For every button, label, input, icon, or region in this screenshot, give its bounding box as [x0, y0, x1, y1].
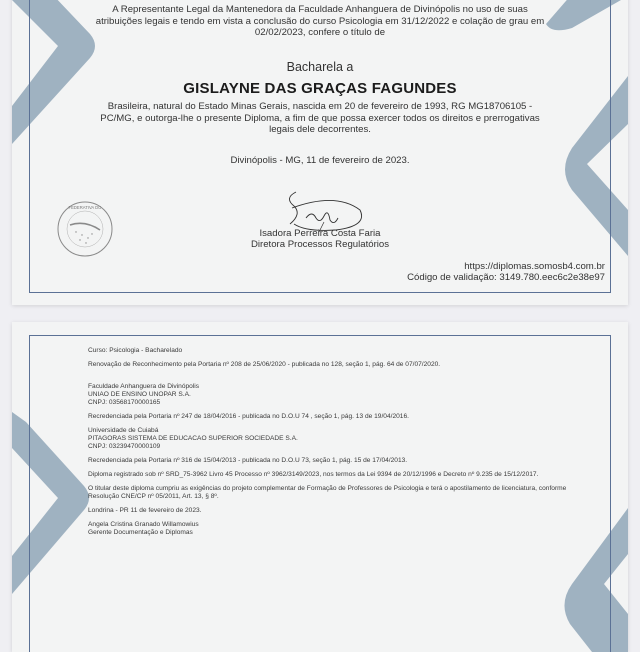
graduate-description: Brasileira, natural do Estado Minas Gerais, nascida em 20 de fevereiro de 1993, RG MG18706105 - PC/MG, e outorga-lhe o presente Diploma, a fim de que possa exercer todos os direitos e prerrogativas legais dele decorrentes.: [100, 101, 540, 135]
signatory-role: Gerente Documentação e Diplomas: [88, 529, 193, 536]
validation-code: Código de validação: 3149.780.eec6c2e38e97: [407, 272, 605, 283]
course-name: Curso: Psicologia - Bacharelado: [88, 347, 183, 354]
course-recognition: Renovação de Reconhecimento pela Portaria nº 208 de 25/06/2020 - publicada no 128, seção 1, pág. 64 de 07/07/2020.: [88, 361, 441, 368]
signatory-role: Diretora Processos Regulatórios: [250, 239, 390, 250]
validation-url[interactable]: https://diplomas.somosb4.com.br: [464, 261, 605, 272]
signatory-block: [12, 228, 628, 250]
conferral-text: A Representante Legal da Mantenedora da Faculdade Anhanguera de Divinópolis no uso de suas atribuições legais e tendo em vista a conclusão do curso Psicologia em 31/12/2022 e colação de grau em 02/02/2023, confere o título de: [95, 4, 545, 38]
registrar-maintainer: PITAGORAS SISTEMA DE EDUCACAO SUPERIOR SOCIEDADE S.A.: [88, 435, 298, 442]
signature-image: [276, 188, 366, 232]
signatory-block: [88, 521, 594, 537]
diploma-back-page: [12, 322, 628, 652]
issuer-name: Faculdade Anhanguera de Divinópolis: [88, 383, 200, 390]
registrar-cnpj: CNPJ: 03239470000109: [88, 443, 161, 450]
graduate-name: GISLAYNE DAS GRAÇAS FAGUNDES: [183, 80, 457, 97]
degree-title: Bacharela a: [286, 60, 354, 74]
issuer-maintainer: UNIAO DE ENSINO UNOPAR S.A.: [88, 391, 191, 398]
registrar-block: [88, 427, 594, 451]
diploma-front-page: [12, 0, 628, 305]
issuer-block: [88, 383, 594, 407]
signatory-name: Angela Cristina Granado Willamowius: [88, 521, 199, 528]
issuer-accreditation: Recredenciada pela Portaria nº 247 de 18/04/2016 - publicada no D.O.U 74 , seção 1, pág. 13 de 19/04/2016.: [88, 413, 409, 420]
place-date: Divinópolis - MG, 11 de fevereiro de 2023.: [230, 155, 410, 166]
registration-record: Diploma registrado sob nº SRD_75-3962 Livro 45 Processo nº 3962/3149/2023, nos termos da Lei 9394 de 20/12/1996 e Decreto nº 9.235 de 15/12/2017.: [88, 471, 539, 478]
issuer-cnpj: CNPJ: 03568170000165: [88, 399, 161, 406]
registration-details: [88, 347, 594, 543]
place-date: Londrina - PR 11 de fevereiro de 2023.: [88, 507, 202, 514]
signatory-name: Isadora Perreira Costa Faria: [259, 228, 381, 239]
registrar-name: Universidade de Cuiabá: [88, 427, 159, 434]
licensure-note: O titular deste diploma cumpriu as exigências do projeto complementar de Formação de Professores de Psicologia e terá o apostilamento de licenciatura, conforme Resolução CNE/CP nº 05/2011, Art. 13, § 8º.: [88, 485, 567, 500]
registrar-accreditation: Recredenciada pela Portaria nº 316 de 15/04/2013 - publicada no D.O.U 73, seção 1, pág. 15 de 17/04/2013.: [88, 457, 408, 464]
validation-block: [407, 261, 605, 283]
svg-text:FEDERATIVA DO: FEDERATIVA DO: [68, 205, 102, 210]
